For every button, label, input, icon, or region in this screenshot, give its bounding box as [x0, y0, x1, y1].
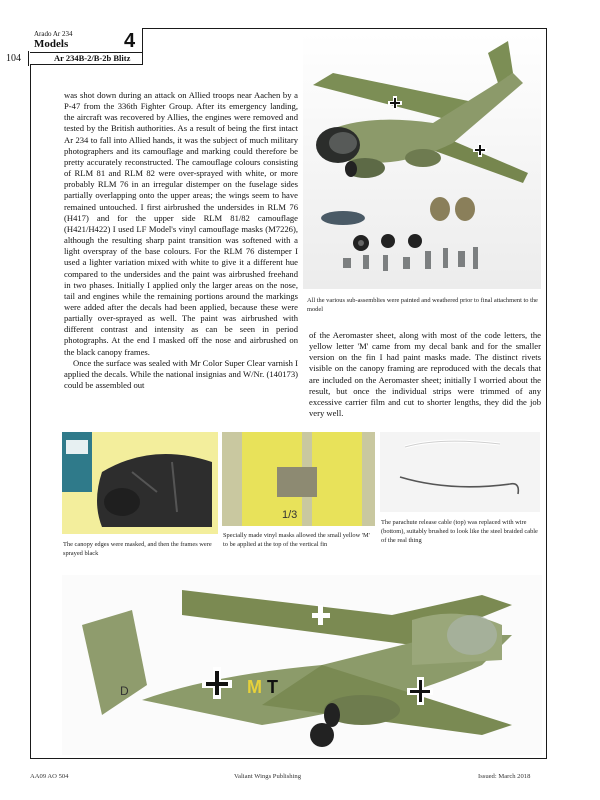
body-text-left [64, 90, 298, 391]
fin-code-text: 1/3 [282, 509, 298, 521]
page-number-divider [28, 51, 29, 66]
photo-canopy [62, 432, 218, 534]
header-section: Models [34, 38, 69, 50]
caption-cable: The parachute release cable (top) was replaced with wire (bottom), suitably brushed to look like the steel braided cable of the real thing [381, 519, 538, 544]
photo-subassemblies [303, 33, 541, 289]
photo-masks [222, 432, 375, 526]
body-paragraph: was shot down during an attack on Allied troops near Aachen by a P-47 from the 336th Fighter Group. After its emergency landing, the aircraft was recovered by Allies, the engines were removed and tested by the British authorities. As a result of being the first intact Ar 234 to fall into Allied hands, it was the subject of much military photographers and its camouflage and marking could therefore be pretty accurately reconstructed. The camouflage colours consisting of RLM 81 and RLM 82 were over-sprayed with white, or more probably RLM 76 in an irregular distemper on the fuselage sides partially overlapping onto the upper areas; the wings seem to have remained untouched. I first airbrushed the undersides in RLM 76 (H417) and for the upper side RLM 81/82 camouflage (H421/H422) I used LF Model's vinyl camouflage masks (M7226), although the resulting sharp paint transition was softened with a light overspray of the base colours. For the RLM 76 distemper I used a lighter variation mixed with white to give it a different hue compared to the undersides and the paint was airbrushed freehand in two phases. Initially I applied only the larger areas on the nose, tail and engines while the remaining portions around the markings were added after the decals had been applied, because these were partially over-sprayed as well. The paint was airbrushed with different contrast and intensity as can be seen in period photographs. At the end I masked off the nose and airbrushed on the black canopy frames. [64, 90, 298, 357]
page-header [30, 28, 143, 65]
header-chapter-number: 4 [124, 30, 136, 52]
caption-subassemblies: All the various sub-assemblies were painted and weathered prior to final attachment to the model [307, 297, 538, 313]
tail-letter-text: D [120, 684, 129, 698]
fuselage-code-text: T [267, 677, 278, 697]
page-number: 104 [6, 53, 21, 64]
body-paragraph: Once the surface was sealed with Mr Color Super Clear varnish I applied the decals. While the national insignias and W/Nr. (140173) could be assembled out [64, 357, 298, 391]
caption-canopy: The canopy edges were masked, and then the frames were sprayed black [63, 541, 212, 557]
header-model-name: Arado Ar 234 [34, 30, 73, 38]
body-text-right [309, 330, 541, 419]
footer-left: AA09 AO 504 [30, 773, 69, 780]
header-subtitle: Ar 234B-2/B-2b Blitz [54, 53, 131, 63]
caption-masks: Specially made vinyl masks allowed the small yellow 'M' to be applied at the top of the vertical fin [223, 532, 370, 548]
photo-main-aircraft [62, 575, 542, 755]
yellow-letter-text: M [247, 677, 262, 697]
footer-right: Issued: March 2018 [478, 773, 531, 780]
photo-cable [380, 432, 540, 512]
footer-center: Valiant Wings Publishing [234, 773, 302, 780]
body-paragraph: of the Aeromaster sheet, along with most of the code letters, the yellow letter 'M' came from my decal bank and for the smaller version on the fin I had paint masks made. The distinct rivets visible on the canopy framing are reproduced with the decals that are included on the Aeromaster sheet; initially I worried about the result, but once the individual strips were trimmed of any excessive carrier film and cut to shorter lengths, they did the job very well. [309, 330, 541, 419]
